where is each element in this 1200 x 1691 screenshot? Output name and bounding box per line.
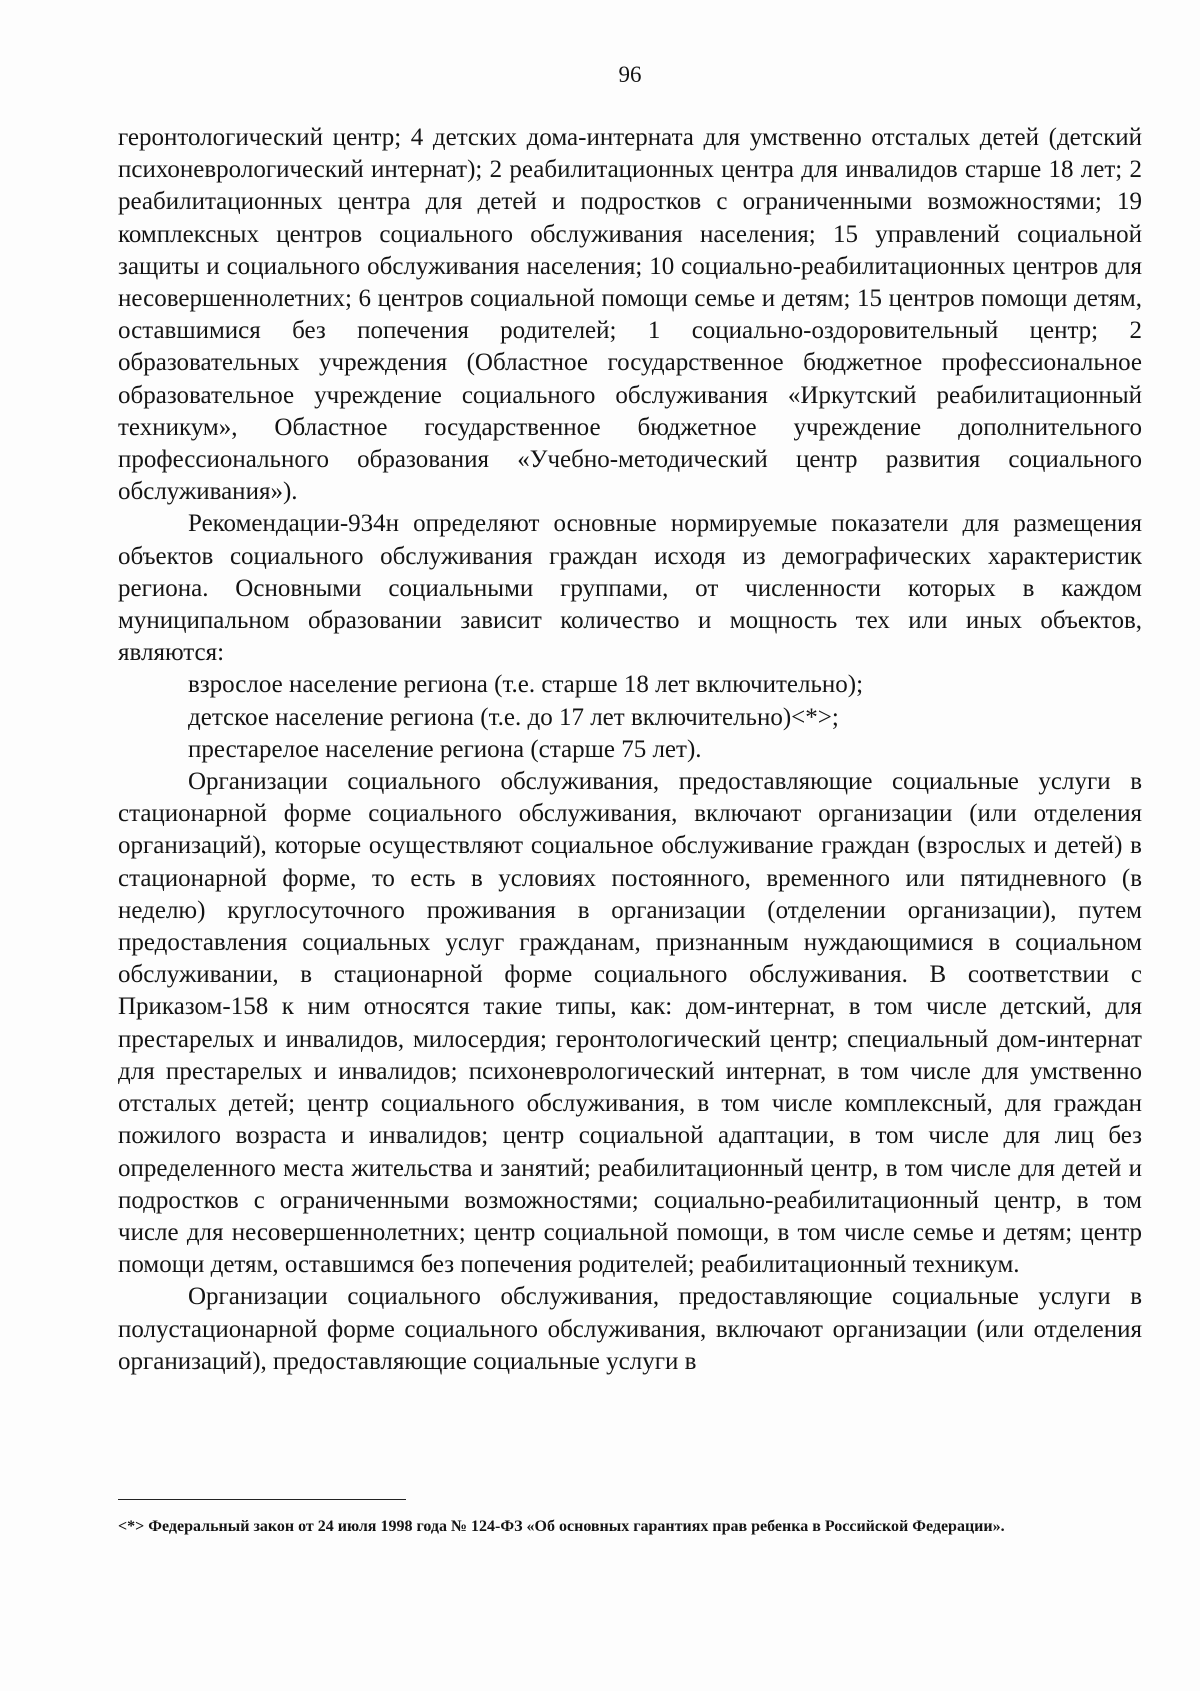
footnote: <*> Федеральный закон от 24 июля 1998 года № 124-ФЗ «Об основных гарантиях прав ребенка в Российской Федерации». (118, 1518, 1005, 1535)
footnote-divider (118, 1499, 406, 1500)
body-text (118, 122, 1142, 1378)
paragraph: геронтологический центр; 4 детских дома-интерната для умственно отсталых детей (детский психоневрологический интернат); 2 реабилитационных центра для инвалидов старше 18 лет; 2 реабилитационных центра для детей и подростков с ограниченными возможностями; 19 комплексных центров социального обслуживания населения; 15 управлений социальной защиты и социального обслуживания населения; 10 социально-реабилитационных центров для несовершеннолетних; 6 центров социальной помощи семье и детям; 15 центров помощи детям, оставшимися без попечения родителей; 1 социально-оздоровительный центр; 2 образовательных учреждения (Областное государственное бюджетное профессиональное образовательное учреждение социального обслуживания «Иркутский реабилитационный техникум», Областное государственное бюджетное учреждение дополнительного профессионального образования «Учебно-методический центр развития социального обслуживания»). (118, 124, 1142, 506)
list-item: взрослое население региона (т.е. старше 18 лет включительно); (188, 671, 864, 699)
paragraph: Организации социального обслуживания, предоставляющие социальные услуги в полустационарной форме социального обслуживания, включают организации (или отделения организаций), предоставляющие социальные услуги в (118, 1283, 1142, 1375)
page-number: 96 (618, 62, 642, 87)
paragraph: Организации социального обслуживания, предоставляющие социальные услуги в стационарной форме социального обслуживания, включают организации (или отделения организаций), которые осуществляют социальное обслуживание граждан (взрослых и детей) в стационарной форме, то есть в условиях постоянного, временного или пятидневного (в неделю) круглосуточного проживания в организации (отделении организации), путем предоставления социальных услуг гражданам, признанным нуждающимися в социальном обслуживании, в стационарной форме социального обслуживания. В соответствии с Приказом-158 к ним относятся такие типы, как: дом-интернат, в том числе детский, для престарелых и инвалидов, милосердия; геронтологический центр; специальный дом-интернат для престарелых и инвалидов; психоневрологический интернат, в том числе для умственно отсталых детей; центр социального обслуживания, в том числе комплексный, для граждан пожилого возраста и инвалидов; центр социальной адаптации, в том числе для лиц без определенного места жительства и занятий; реабилитационный центр, в том числе для детей и подростков с ограниченными возможностями; социально-реабилитационный центр, в том числе для несовершеннолетних; центр социальной помощи, в том числе семье и детям; центр помощи детям, оставшимся без попечения родителей; реабилитационный техникум. (118, 768, 1142, 1279)
paragraph: Рекомендации-934н определяют основные нормируемые показатели для размещения объектов социального обслуживания граждан исходя из демографических характеристик региона. Основными социальными группами, от численности которых в каждом муниципальном образовании зависит количество и мощность тех или иных объектов, являются: (118, 510, 1142, 667)
list-item: детское население региона (т.е. до 17 лет включительно)<*>; (188, 703, 839, 731)
list-item: престарелое население региона (старше 75 лет). (188, 735, 702, 763)
